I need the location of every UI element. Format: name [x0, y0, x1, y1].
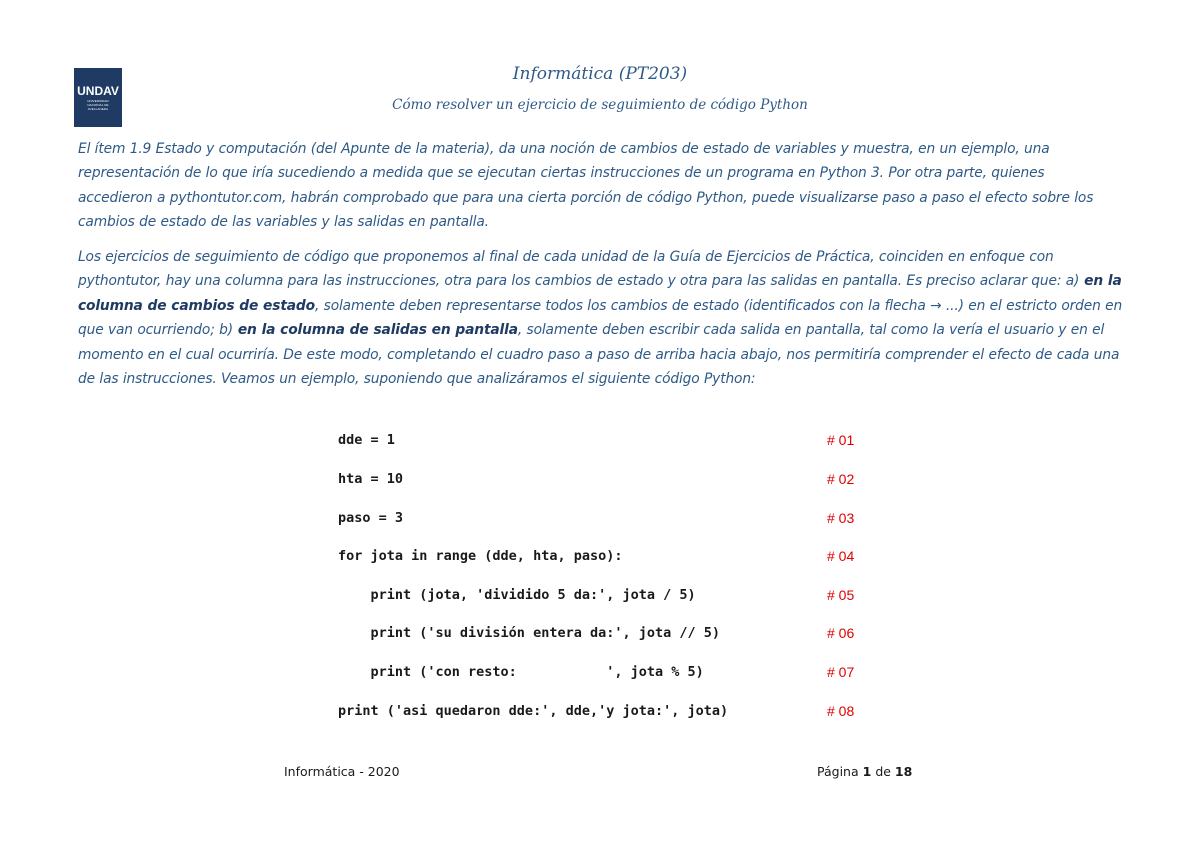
line-number-comment: # 04	[827, 548, 855, 564]
code-line: print ('con resto: ', jota % 5)	[338, 664, 704, 680]
logo-text: UNIVERSIDAD NACIONAL DE AVELLANEDA	[87, 98, 109, 111]
footer-page-number: Página 1 de 18	[817, 764, 913, 779]
line-number-comment: # 02	[827, 471, 855, 487]
footer-course: Informática - 2020	[284, 764, 400, 779]
document-title: Informática (PT203)	[512, 64, 688, 84]
explanation-paragraph: Los ejercicios de seguimiento de código que proponemos al final de cada unidad de la Guía de Ejercicios de Práctica, coinciden en enfoque con pythontutor, hay una columna para las instrucciones, otra para los cambios de estado y otra para las salidas en pantalla. Es preciso aclarar que: a) en la columna de cambios de estado, solamente deben representarse todos los cambios de estado (identificados con la flecha → ...) en el estricto orden en que van ocurriendo; b) en la columna de salidas en pantalla, solamente deben escribir cada salida en pantalla, tal como la vería el usuario y en el momento en el cual ocurriría. De este modo, completando el cuadro paso a paso de arriba hacia abajo, nos permitiría comprender el efecto de cada una de las instrucciones. Veamos un ejemplo, suponiendo que analizáramos el siguiente código Python:	[78, 249, 1123, 388]
line-number-comment: # 08	[827, 703, 855, 719]
line-number-comment: # 06	[827, 625, 855, 641]
document-subtitle: Cómo resolver un ejercicio de seguimiento de código Python	[392, 97, 808, 113]
code-line: hta = 10	[338, 471, 404, 487]
code-line: paso = 3	[338, 510, 404, 526]
code-line: print (jota, 'dividido 5 da:', jota / 5)	[338, 587, 696, 603]
code-line: for jota in range (dde, hta, paso):	[338, 548, 623, 564]
code-line: print ('su división entera da:', jota // 5)	[338, 625, 721, 641]
line-number-comment: # 01	[827, 432, 855, 448]
screen-output-emphasis: en la columna de salidas en pantalla	[232, 322, 518, 339]
code-line: dde = 1	[338, 432, 395, 448]
line-number-comment: # 03	[827, 510, 855, 526]
code-line: print ('asi quedaron dde:', dde,'y jota:', jota)	[338, 703, 729, 719]
state-changes-emphasis: en la columna de cambios de estado	[78, 273, 1122, 314]
line-number-comment: # 05	[827, 587, 855, 603]
logo-mark: UNDAV	[77, 83, 119, 98]
line-number-comment: # 07	[827, 664, 855, 680]
intro-paragraph: El ítem 1.9 Estado y computación (del Apunte de la materia), da una noción de cambios de estado de variables y muestra, en un ejemplo, una representación de lo que iría sucediendo a medida que se ejecutan ciertas instrucciones de un programa en Python 3. Por otra parte, quienes accedieron a pythontutor.com, habrán comprobado que para una cierta porción de código Python, puede visualizarse paso a paso el efecto sobre los cambios de estado de las variables y las salidas en pantalla.	[78, 141, 1094, 231]
